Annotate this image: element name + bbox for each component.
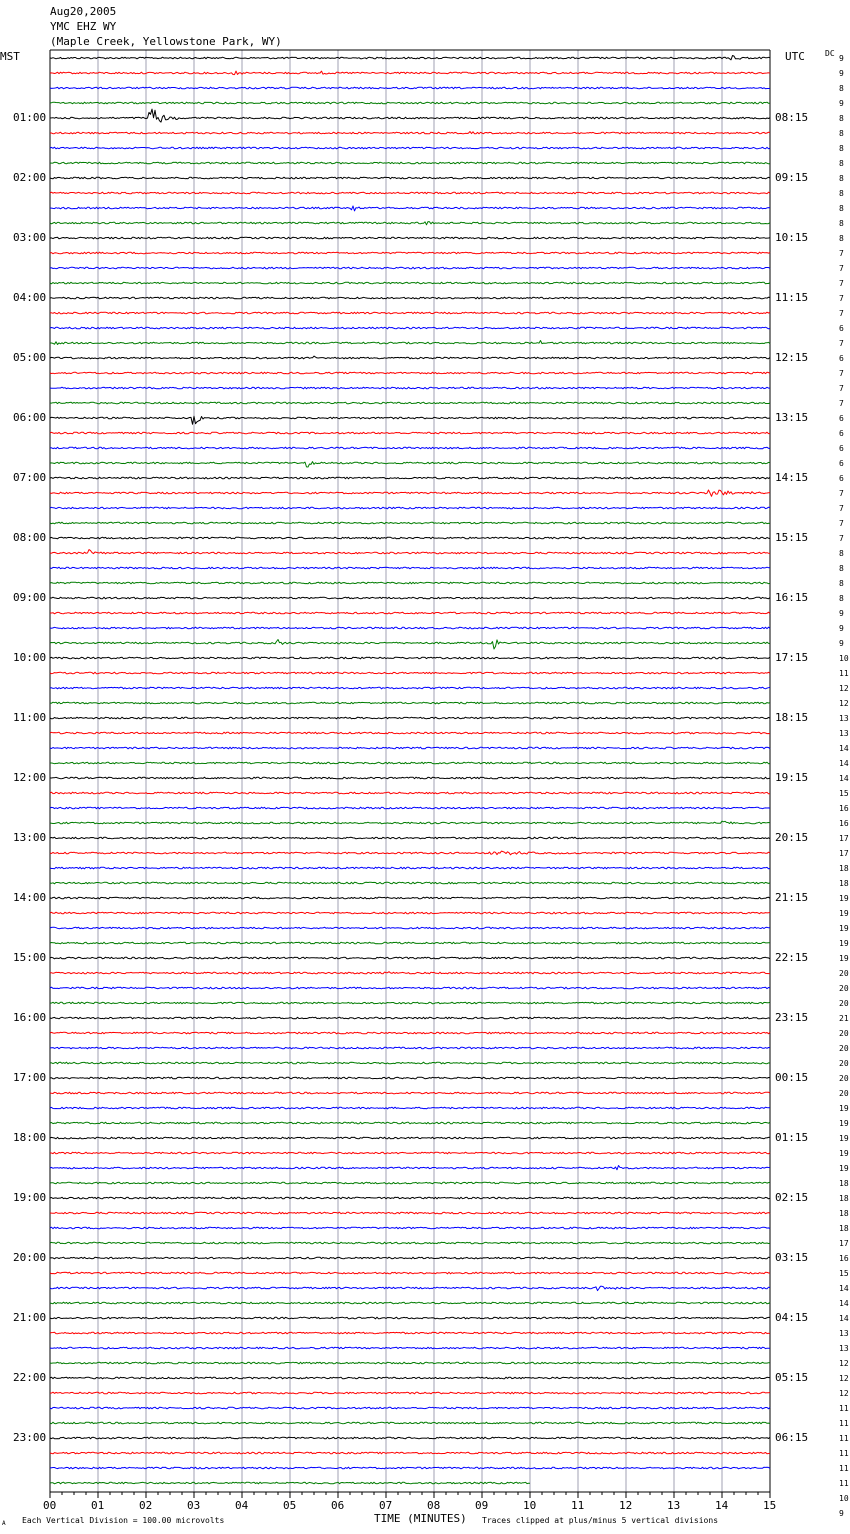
dc-offset-label: 16: [839, 804, 849, 813]
dc-offset-label: 7: [839, 534, 844, 543]
dc-offset-label: 7: [839, 504, 844, 513]
x-tick-label: 08: [427, 1499, 441, 1512]
seismic-trace: [50, 821, 770, 824]
dc-offset-label: 6: [839, 474, 844, 483]
dc-offset-label: 20: [839, 1089, 849, 1098]
seismic-trace: [50, 702, 770, 704]
left-hour-label: 12:00: [13, 771, 47, 784]
dc-offset-label: 9: [839, 624, 844, 633]
dc-offset-label: 12: [839, 1389, 849, 1398]
dc-offset-label: 6: [839, 459, 844, 468]
dc-offset-label: 18: [839, 1194, 849, 1203]
dc-offset-label: 9: [839, 99, 844, 108]
dc-offset-label: 8: [839, 189, 844, 198]
right-hour-label: 10:15: [775, 231, 809, 244]
dc-offset-label: 19: [839, 939, 849, 948]
x-tick-label: 06: [331, 1499, 345, 1512]
seismic-trace: [50, 1077, 770, 1079]
seismic-trace: [50, 432, 770, 434]
seismic-trace: [50, 447, 770, 449]
right-hour-label: 20:15: [775, 831, 809, 844]
seismic-trace: [50, 477, 770, 479]
seismic-trace: [50, 237, 770, 239]
dc-offset-label: 11: [839, 1419, 849, 1428]
seismic-trace: [50, 1137, 770, 1139]
seismic-trace: [50, 341, 770, 345]
dc-offset-label: 7: [839, 519, 844, 528]
seismic-trace: [50, 1452, 770, 1454]
right-hour-label: 09:15: [775, 171, 809, 184]
seismic-trace: [50, 1182, 770, 1184]
seismic-trace: [50, 942, 770, 944]
seismic-trace: [50, 1272, 770, 1274]
dc-offset-label: 14: [839, 759, 849, 768]
dc-offset-label: 15: [839, 1269, 849, 1278]
dc-offset-label: 19: [839, 924, 849, 933]
right-hour-label: 13:15: [775, 411, 809, 424]
dc-offset-label: 14: [839, 744, 849, 753]
seismic-trace: [50, 462, 770, 467]
seismic-trace: [50, 1062, 770, 1064]
dc-offset-label: 7: [839, 294, 844, 303]
corner-mark: A: [2, 1520, 6, 1527]
dc-offset-label: 6: [839, 324, 844, 333]
left-hour-label: 08:00: [13, 531, 47, 544]
seismic-trace: [50, 1332, 770, 1334]
x-tick-label: 15: [763, 1499, 777, 1512]
seismic-trace: [50, 1347, 770, 1349]
dc-offset-label: 8: [839, 114, 844, 123]
left-hour-label: 03:00: [13, 231, 47, 244]
dc-offset-label: 15: [839, 789, 849, 798]
dc-offset-label: 9: [839, 1509, 844, 1518]
seismic-trace: [50, 252, 770, 254]
seismic-trace: [50, 687, 770, 689]
x-tick-label: 14: [715, 1499, 729, 1512]
dc-offset-label: 8: [839, 144, 844, 153]
seismic-trace: [50, 1422, 770, 1424]
seismic-trace: [50, 1242, 770, 1244]
seismic-trace: [50, 222, 770, 225]
seismic-trace: [50, 312, 770, 314]
right-hour-label: 16:15: [775, 591, 809, 604]
seismic-trace: [50, 267, 770, 269]
footer-scale-note: Each Vertical Division = 100.00 microvolts: [22, 1516, 225, 1525]
dc-offset-label: 20: [839, 1029, 849, 1038]
seismic-trace: [50, 987, 770, 989]
dc-offset-label: 6: [839, 354, 844, 363]
dc-offset-label: 13: [839, 1344, 849, 1353]
right-hour-label: 06:15: [775, 1431, 809, 1444]
right-hour-label: 23:15: [775, 1011, 809, 1024]
seismic-trace: [50, 282, 770, 284]
seismic-trace: [50, 1407, 770, 1409]
seismic-trace: [50, 1152, 770, 1154]
left-hour-label: 04:00: [13, 291, 47, 304]
seismic-trace: [50, 1467, 770, 1469]
dc-offset-label: 14: [839, 774, 849, 783]
x-tick-label: 02: [139, 1499, 153, 1512]
left-hour-label: 11:00: [13, 711, 47, 724]
seismic-trace: [50, 897, 770, 899]
dc-offset-label: 18: [839, 879, 849, 888]
seismic-trace: [50, 1302, 770, 1304]
x-tick-label: 12: [619, 1499, 633, 1512]
seismic-trace: [50, 867, 770, 869]
dc-offset-label: 19: [839, 1104, 849, 1113]
seismic-trace: [50, 972, 770, 974]
dc-offset-label: 8: [839, 174, 844, 183]
station-code: YMC EHZ WY: [50, 20, 117, 33]
left-hour-label: 07:00: [13, 471, 47, 484]
left-hour-label: 14:00: [13, 891, 47, 904]
dc-offset-label: 7: [839, 399, 844, 408]
dc-offset-label: 13: [839, 729, 849, 738]
dc-offset-label: 13: [839, 714, 849, 723]
seismic-trace: [50, 747, 770, 749]
dc-offset-label: 19: [839, 954, 849, 963]
seismic-trace: [50, 717, 770, 719]
seismic-trace: [50, 1317, 770, 1319]
x-tick-label: 10: [523, 1499, 537, 1512]
seismic-trace: [50, 416, 770, 424]
dc-offset-label: 7: [839, 489, 844, 498]
right-hour-label: 14:15: [775, 471, 809, 484]
dc-offset-label: 19: [839, 1149, 849, 1158]
left-hour-label: 15:00: [13, 951, 47, 964]
seismic-trace: [50, 522, 770, 524]
seismic-trace: [50, 109, 770, 122]
dc-offset-label: 10: [839, 1494, 849, 1503]
seismic-trace: [50, 657, 770, 659]
seismic-trace: [50, 490, 770, 496]
x-axis-title: TIME (MINUTES): [374, 1512, 467, 1525]
left-hour-label: 13:00: [13, 831, 47, 844]
seismic-trace: [50, 792, 770, 794]
dc-offset-label: 6: [839, 429, 844, 438]
dc-offset-label: 7: [839, 369, 844, 378]
dc-offset-label: 9: [839, 54, 844, 63]
left-hour-label: 17:00: [13, 1071, 47, 1084]
dc-offset-label: 8: [839, 159, 844, 168]
seismic-trace: [50, 732, 770, 734]
seismic-trace: [50, 1166, 770, 1170]
right-hour-label: 05:15: [775, 1371, 809, 1384]
dc-offset-label: 8: [839, 564, 844, 573]
seismic-trace: [50, 372, 770, 374]
seismic-trace: [50, 807, 770, 809]
seismic-trace: [50, 1392, 770, 1394]
dc-offset-label: 7: [839, 249, 844, 258]
dc-label: DC: [825, 49, 835, 58]
dc-offset-label: 14: [839, 1299, 849, 1308]
seismic-trace: [50, 612, 770, 614]
dc-offset-label: 9: [839, 609, 844, 618]
seismic-trace: [50, 1377, 770, 1379]
seismic-trace: [50, 1107, 770, 1109]
x-tick-label: 13: [667, 1499, 681, 1512]
x-tick-label: 03: [187, 1499, 201, 1512]
seismic-trace: [50, 297, 770, 299]
dc-offset-label: 17: [839, 849, 849, 858]
seismic-trace: [50, 356, 770, 359]
dc-offset-label: 8: [839, 219, 844, 228]
seismic-trace: [50, 1286, 770, 1290]
seismic-trace: [50, 1257, 770, 1259]
left-hour-label: 22:00: [13, 1371, 47, 1384]
dc-offset-label: 13: [839, 1329, 849, 1338]
seismic-trace: [50, 777, 770, 779]
x-tick-label: 09: [475, 1499, 489, 1512]
seismic-trace: [50, 1047, 770, 1049]
left-hour-label: 18:00: [13, 1131, 47, 1144]
right-hour-label: 08:15: [775, 111, 809, 124]
right-hour-label: 22:15: [775, 951, 809, 964]
seismic-trace: [50, 507, 770, 509]
seismic-trace: [50, 837, 770, 839]
x-tick-label: 11: [571, 1499, 585, 1512]
dc-offset-label: 8: [839, 234, 844, 243]
seismic-trace: [50, 912, 770, 914]
dc-offset-label: 17: [839, 834, 849, 843]
x-tick-label: 07: [379, 1499, 393, 1512]
seismic-trace: [50, 582, 770, 584]
seismic-trace: [50, 387, 770, 389]
seismic-trace: [50, 1227, 770, 1229]
dc-offset-label: 11: [839, 1434, 849, 1443]
dc-offset-label: 18: [839, 864, 849, 873]
seismic-trace: [50, 1122, 770, 1124]
seismic-trace: [50, 162, 770, 164]
left-hour-label: 06:00: [13, 411, 47, 424]
dc-offset-label: 11: [839, 1404, 849, 1413]
dc-offset-label: 8: [839, 84, 844, 93]
dc-offset-label: 20: [839, 1044, 849, 1053]
dc-offset-label: 6: [839, 414, 844, 423]
dc-offset-label: 7: [839, 279, 844, 288]
dc-offset-label: 19: [839, 894, 849, 903]
right-hour-label: 01:15: [775, 1131, 809, 1144]
dc-offset-label: 11: [839, 669, 849, 678]
seismic-trace: [50, 627, 770, 629]
dc-offset-label: 21: [839, 1014, 849, 1023]
dc-offset-label: 8: [839, 129, 844, 138]
x-tick-label: 05: [283, 1499, 297, 1512]
seismic-trace: [50, 1212, 770, 1214]
dc-offset-label: 9: [839, 639, 844, 648]
seismic-trace: [50, 851, 770, 855]
dc-offset-label: 7: [839, 264, 844, 273]
seismic-trace: [50, 327, 770, 329]
dc-offset-label: 8: [839, 594, 844, 603]
dc-offset-label: 11: [839, 1464, 849, 1473]
dc-offset-label: 12: [839, 1374, 849, 1383]
dc-offset-label: 10: [839, 654, 849, 663]
seismic-trace: [50, 56, 770, 60]
seismic-trace: [50, 597, 770, 599]
dc-offset-label: 11: [839, 1479, 849, 1488]
left-hour-label: 21:00: [13, 1311, 47, 1324]
dc-offset-label: 12: [839, 684, 849, 693]
seismic-trace: [50, 1002, 770, 1004]
dc-offset-label: 12: [839, 1359, 849, 1368]
dc-offset-label: 19: [839, 909, 849, 918]
dc-offset-label: 19: [839, 1164, 849, 1173]
seismic-trace: [50, 537, 770, 539]
dc-offset-label: 18: [839, 1224, 849, 1233]
x-tick-label: 04: [235, 1499, 249, 1512]
right-hour-label: 17:15: [775, 651, 809, 664]
seismic-trace: [50, 550, 770, 554]
seismic-trace: [50, 206, 770, 211]
seismic-trace: [50, 882, 770, 884]
dc-offset-label: 8: [839, 549, 844, 558]
left-hour-label: 10:00: [13, 651, 47, 664]
right-hour-label: 04:15: [775, 1311, 809, 1324]
right-hour-label: 12:15: [775, 351, 809, 364]
left-axis-title: MST: [0, 50, 20, 63]
dc-offset-label: 7: [839, 384, 844, 393]
seismic-trace: [50, 957, 770, 959]
right-hour-label: 21:15: [775, 891, 809, 904]
seismic-trace: [50, 567, 770, 569]
left-hour-label: 19:00: [13, 1191, 47, 1204]
dc-offset-label: 18: [839, 1179, 849, 1188]
x-tick-label: 00: [43, 1499, 57, 1512]
seismic-trace: [50, 102, 770, 104]
left-hour-label: 05:00: [13, 351, 47, 364]
seismic-trace: [50, 672, 770, 674]
left-hour-label: 02:00: [13, 171, 47, 184]
dc-offset-label: 19: [839, 1134, 849, 1143]
dc-offset-label: 20: [839, 984, 849, 993]
dc-offset-label: 20: [839, 1074, 849, 1083]
dc-offset-label: 8: [839, 204, 844, 213]
dc-offset-label: 6: [839, 444, 844, 453]
seismic-trace: [50, 927, 770, 929]
seismic-trace: [50, 402, 770, 404]
dc-offset-label: 17: [839, 1239, 849, 1248]
dc-offset-label: 20: [839, 999, 849, 1008]
dc-offset-label: 11: [839, 1449, 849, 1458]
seismic-trace: [50, 1362, 770, 1364]
right-hour-label: 15:15: [775, 531, 809, 544]
seismic-trace: [50, 1437, 770, 1439]
dc-offset-label: 14: [839, 1314, 849, 1323]
dc-offset-label: 16: [839, 1254, 849, 1263]
right-hour-label: 19:15: [775, 771, 809, 784]
dc-offset-label: 19: [839, 1119, 849, 1128]
dc-offset-label: 20: [839, 969, 849, 978]
dc-offset-label: 8: [839, 579, 844, 588]
dc-offset-label: 14: [839, 1284, 849, 1293]
seismic-trace: [50, 1017, 770, 1019]
seismic-trace: [50, 762, 770, 764]
right-hour-label: 03:15: [775, 1251, 809, 1264]
footer-clip-note: Traces clipped at plus/minus 5 vertical divisions: [482, 1516, 719, 1525]
dc-offset-label: 20: [839, 1059, 849, 1068]
right-hour-label: 00:15: [775, 1071, 809, 1084]
dc-offset-label: 18: [839, 1209, 849, 1218]
dc-offset-label: 9: [839, 69, 844, 78]
left-hour-label: 20:00: [13, 1251, 47, 1264]
seismic-trace: [50, 640, 770, 650]
right-axis-title: UTC: [785, 50, 805, 63]
seismic-trace: [50, 147, 770, 149]
seismic-trace: [50, 1197, 770, 1199]
left-hour-label: 01:00: [13, 111, 47, 124]
seismic-trace: [50, 1032, 770, 1034]
x-tick-label: 01: [91, 1499, 105, 1512]
chart-date: Aug20,2005: [50, 5, 117, 18]
left-hour-label: 09:00: [13, 591, 47, 604]
seismic-trace: [50, 1092, 770, 1094]
seismic-trace: [50, 132, 770, 134]
station-location: (Maple Creek, Yellowstone Park, WY): [50, 35, 282, 48]
right-hour-label: 11:15: [775, 291, 809, 304]
dc-offset-label: 16: [839, 819, 849, 828]
seismic-trace: [50, 192, 770, 194]
right-hour-label: 02:15: [775, 1191, 809, 1204]
dc-offset-label: 12: [839, 699, 849, 708]
seismic-trace: [50, 87, 770, 89]
dc-offset-label: 7: [839, 309, 844, 318]
right-hour-label: 18:15: [775, 711, 809, 724]
dc-offset-label: 7: [839, 339, 844, 348]
left-hour-label: 16:00: [13, 1011, 47, 1024]
seismic-trace: [50, 177, 770, 179]
left-hour-label: 23:00: [13, 1431, 47, 1444]
seismic-trace: [50, 71, 770, 75]
